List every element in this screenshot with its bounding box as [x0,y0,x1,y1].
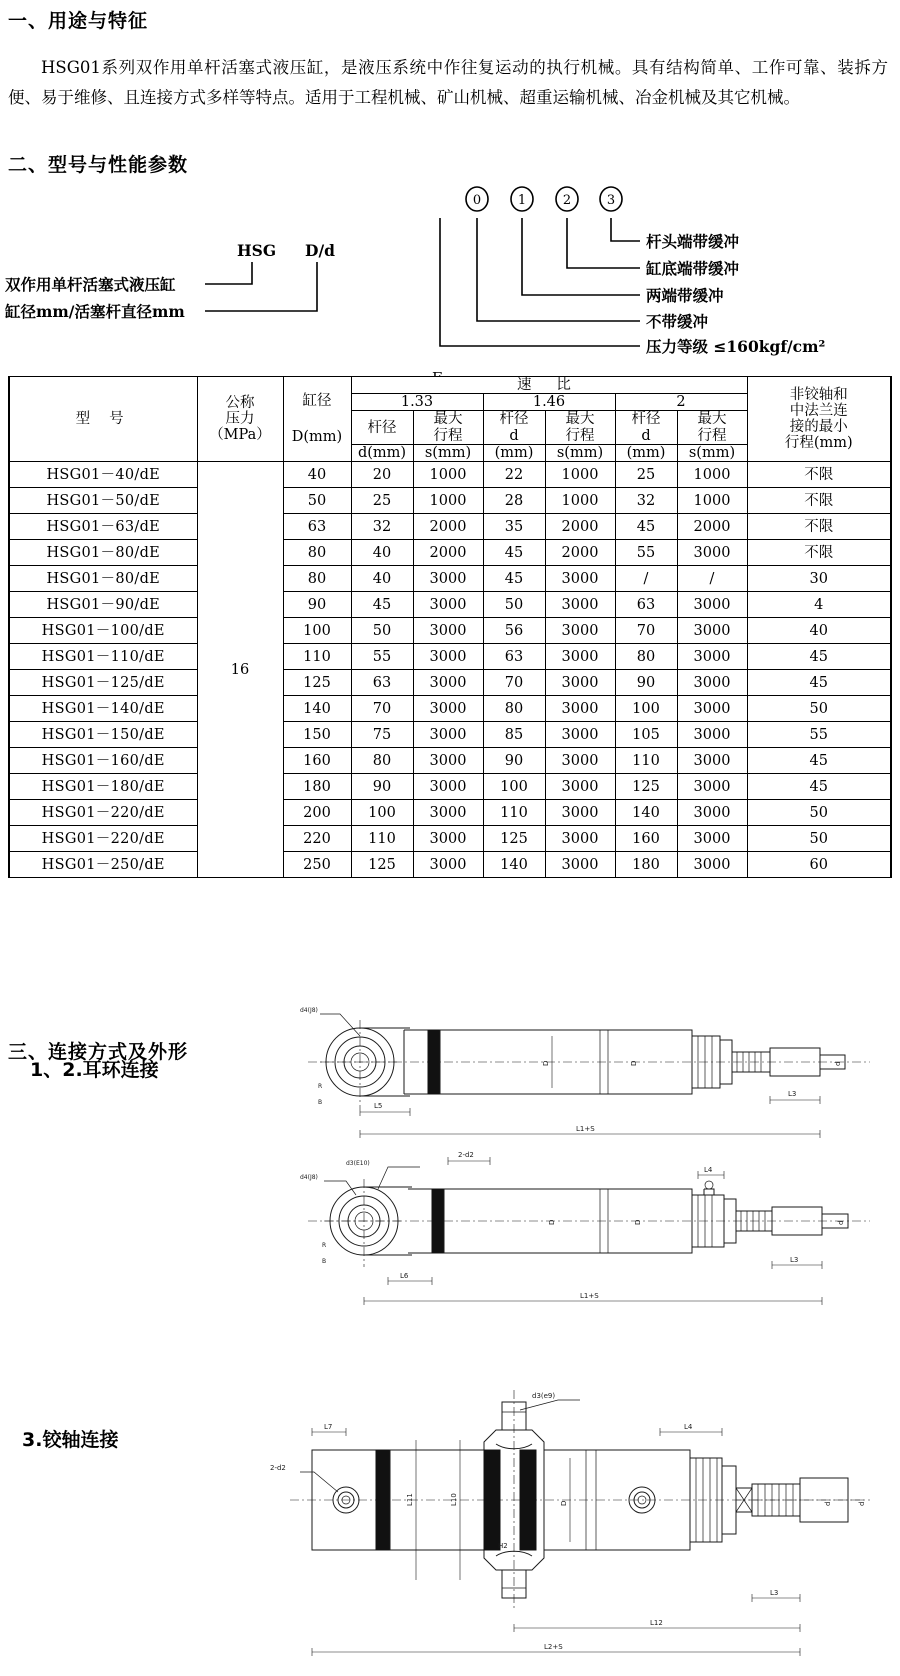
header-max-stroke-133 [413,411,483,444]
cell-bore-D: 250 [283,852,351,878]
header-bore [283,377,351,462]
cell-stroke-s-146: 1000 [545,462,615,488]
cell-bore-D: 150 [283,722,351,748]
cell-stroke-s-146: 3000 [545,722,615,748]
cell-rod-d-2: 110 [615,748,677,774]
model-code-hsg: HSG [237,241,277,260]
table-row [9,748,891,774]
cell-rod-d-146: 35 [483,514,545,540]
model-code-1: 1 [517,193,527,208]
cell-rod-d-133: 45 [351,592,413,618]
cell-stroke-s-146: 3000 [545,852,615,878]
dim-d4-label-1: d4(J8) [300,1007,318,1014]
dim-R-label-2: R [322,1242,327,1249]
cell-model: HSG01－180/dE [9,774,197,800]
cell-stroke-s-146: 3000 [545,566,615,592]
header-max-stroke-146-l1: 最大 [565,411,595,428]
dim-d3e9-label: d3(e9) [532,1392,556,1400]
cell-model: HSG01－220/dE [9,826,197,852]
cell-stroke-s-133: 1000 [413,462,483,488]
header-max-stroke-2 [677,411,747,444]
cell-model: HSG01－125/dE [9,670,197,696]
cell-stroke-s-146: 3000 [545,644,615,670]
cell-rod-d-2: 90 [615,670,677,696]
cell-stroke-s-2: 3000 [677,748,747,774]
cell-rod-d-146: 85 [483,722,545,748]
cell-rod-d-2: 70 [615,618,677,644]
table-row [9,618,891,644]
cell-rod-d-146: 110 [483,800,545,826]
header-rod-dia-146-l1: 杆径 [499,411,529,428]
dim-2d2-label-2: 2-d2 [458,1151,474,1159]
cell-bore-D: 80 [283,540,351,566]
header-ratio-133: 1.33 [351,394,483,411]
cell-stroke-s-2: 3000 [677,670,747,696]
cell-model: HSG01－40/dE [9,462,197,488]
header-min-stroke-l2: 中法兰连 [789,402,848,419]
cell-rod-d-146: 28 [483,488,545,514]
dim-D-label-2b: D [634,1219,642,1225]
header-rod-dia-2-l2: d [641,427,651,444]
cell-stroke-s-2: 3000 [677,592,747,618]
header-max-stroke-146 [545,411,615,444]
cell-model: HSG01－100/dE [9,618,197,644]
cell-rod-d-133: 20 [351,462,413,488]
table-row [9,462,891,488]
cell-min-stroke: 50 [747,826,891,852]
cell-stroke-s-2: 3000 [677,826,747,852]
dim-L3-label-1: L3 [788,1090,797,1098]
header-nominal-pressure-l3: （MPa） [209,427,271,444]
table-row [9,540,891,566]
cell-rod-d-133: 80 [351,748,413,774]
cell-stroke-s-133: 1000 [413,488,483,514]
section-1-heading: 一、用途与特征 [8,10,149,32]
cell-rod-d-146: 100 [483,774,545,800]
cell-min-stroke: 60 [747,852,891,878]
header-nominal-pressure [197,377,283,462]
cell-stroke-s-133: 2000 [413,540,483,566]
cell-stroke-s-146: 3000 [545,696,615,722]
header-min-stroke [747,377,891,462]
model-label-bore-rod-dia: 缸径mm/活塞杆直径mm [5,302,185,321]
cell-bore-D: 160 [283,748,351,774]
dim-D-label-3: D [560,1500,568,1506]
section-1-body-text: HSG01系列双作用单杆活塞式液压缸，是液压系统中作往复运动的执行机械。具有结构简单、工作可靠、装拆方便、易于维修、且连接方式多样等特点。适用于工程机械、矿山机械、超重运输机械、冶金机械及其它机械。 [8,57,888,107]
cell-stroke-s-146: 3000 [545,592,615,618]
dim-d-label-3b: d [858,1501,866,1506]
cell-rod-d-2: 125 [615,774,677,800]
model-label-pressure-grade: 压力等级 ≤160kgf/cm² [646,337,826,356]
cell-rod-d-2: 32 [615,488,677,514]
cell-rod-d-2: 140 [615,800,677,826]
cell-rod-d-146: 125 [483,826,545,852]
cell-stroke-s-2: / [677,566,747,592]
cylinder-drawing-ear-mount-2 [300,1145,890,1319]
cell-rod-d-146: 140 [483,852,545,878]
header-rod-dia-2 [615,411,677,444]
model-code-2: 2 [562,193,572,208]
cell-stroke-s-133: 3000 [413,696,483,722]
cell-bore-D: 40 [283,462,351,488]
cell-stroke-s-133: 3000 [413,800,483,826]
header-unit-rod-2: (mm) [615,444,677,461]
dim-D-label-1b: D [630,1060,638,1066]
cell-rod-d-2: 160 [615,826,677,852]
cell-rod-d-146: 63 [483,644,545,670]
cell-rod-d-133: 70 [351,696,413,722]
cell-bore-D: 50 [283,488,351,514]
cell-rod-d-133: 40 [351,540,413,566]
cell-min-stroke: 不限 [747,514,891,540]
cell-stroke-s-2: 2000 [677,514,747,540]
model-label-no-cushion: 不带缓冲 [646,312,709,331]
cell-stroke-s-146: 2000 [545,540,615,566]
cell-stroke-s-146: 3000 [545,800,615,826]
cell-stroke-s-133: 3000 [413,826,483,852]
header-speed-ratio-group: 速 比 [351,377,747,394]
cell-rod-d-2: 25 [615,462,677,488]
dim-R-label-1: R [318,1083,323,1090]
cell-rod-d-133: 32 [351,514,413,540]
section-2-heading: 二、型号与性能参数 [8,154,189,176]
cell-min-stroke: 50 [747,800,891,826]
header-max-stroke-133-l1: 最大 [433,411,463,428]
cell-rod-d-133: 55 [351,644,413,670]
cell-bore-D: 220 [283,826,351,852]
cell-stroke-s-133: 3000 [413,852,483,878]
cell-stroke-s-2: 3000 [677,618,747,644]
cell-rod-d-133: 50 [351,618,413,644]
cell-min-stroke: 45 [747,670,891,696]
cell-stroke-s-133: 3000 [413,644,483,670]
cell-stroke-s-2: 3000 [677,722,747,748]
cell-min-stroke: 4 [747,592,891,618]
header-bore-l2: D(mm) [291,429,343,446]
table-row [9,696,891,722]
cell-rod-d-146: 45 [483,540,545,566]
cell-model: HSG01－160/dE [9,748,197,774]
cell-bore-D: 200 [283,800,351,826]
cell-stroke-s-2: 1000 [677,488,747,514]
cell-stroke-s-133: 3000 [413,722,483,748]
cell-model: HSG01－250/dE [9,852,197,878]
cell-rod-d-2: 45 [615,514,677,540]
cell-stroke-s-146: 3000 [545,618,615,644]
dim-L12-label: L12 [650,1619,663,1627]
cell-nominal-pressure: 16 [197,462,283,878]
header-rod-dia-2-l1: 杆径 [631,411,661,428]
dim-L2S-label: L2+S [544,1643,563,1651]
cell-bore-D: 63 [283,514,351,540]
cell-bore-D: 100 [283,618,351,644]
dim-d3e10-label: d3(E10) [346,1160,370,1167]
cell-min-stroke: 50 [747,696,891,722]
cell-model: HSG01－110/dE [9,644,197,670]
cell-stroke-s-146: 3000 [545,748,615,774]
header-unit-stroke-133: s(mm) [413,444,483,461]
table-row [9,592,891,618]
header-rod-dia-133-l1: 杆径 [367,419,397,436]
cell-model: HSG01－50/dE [9,488,197,514]
cell-stroke-s-2: 3000 [677,696,747,722]
cell-stroke-s-2: 3000 [677,540,747,566]
dim-d-label-2: d [837,1220,845,1225]
table-header [9,377,891,462]
dim-L4-label-3: L4 [684,1423,693,1431]
cell-model: HSG01－80/dE [9,566,197,592]
cell-model: HSG01－150/dE [9,722,197,748]
header-nominal-pressure-l1: 公称 [225,394,255,411]
cell-stroke-s-2: 1000 [677,462,747,488]
model-code-dd: D/d [305,241,335,260]
cell-rod-d-2: 55 [615,540,677,566]
cell-min-stroke: 不限 [747,540,891,566]
dim-L10-label: L10 [450,1493,458,1506]
cell-rod-d-133: 63 [351,670,413,696]
header-ratio-146: 1.46 [483,394,615,411]
dim-B-label-2: B [322,1258,327,1265]
header-min-stroke-l4: 行程(mm) [784,435,853,452]
cell-rod-d-146: 45 [483,566,545,592]
cell-rod-d-146: 50 [483,592,545,618]
dim-d-label-3: d [824,1501,832,1506]
cell-min-stroke: 55 [747,722,891,748]
cell-min-stroke: 30 [747,566,891,592]
cell-stroke-s-133: 3000 [413,774,483,800]
cell-rod-d-2: 100 [615,696,677,722]
header-unit-rod-146: (mm) [483,444,545,461]
cell-rod-d-133: 110 [351,826,413,852]
dim-L4-label-2: L4 [704,1166,713,1174]
drawing-label-pin-mount: 3.铰轴连接 [22,1429,119,1451]
cell-stroke-s-133: 3000 [413,566,483,592]
cell-bore-D: 125 [283,670,351,696]
drawing-label-ear-mount: 1、2.耳环连接 [30,1059,159,1081]
cell-stroke-s-133: 3000 [413,592,483,618]
cell-rod-d-146: 70 [483,670,545,696]
dim-L7-label: L7 [324,1423,333,1431]
table-row [9,852,891,878]
cell-model: HSG01－63/dE [9,514,197,540]
cell-rod-d-133: 25 [351,488,413,514]
dim-L5-label: L5 [374,1102,383,1110]
cell-stroke-s-146: 1000 [545,488,615,514]
cell-rod-d-2: 105 [615,722,677,748]
dim-H2-label: H2 [498,1542,508,1550]
cell-rod-d-133: 125 [351,852,413,878]
cell-min-stroke: 45 [747,644,891,670]
cell-rod-d-133: 100 [351,800,413,826]
header-max-stroke-133-l2: 行程 [433,427,463,444]
header-rod-dia-146 [483,411,545,444]
header-max-stroke-2-l1: 最大 [697,411,727,428]
dim-L11-label: L11 [406,1493,414,1506]
header-min-stroke-l3: 接的最小 [789,419,848,436]
cell-model: HSG01－140/dE [9,696,197,722]
cell-stroke-s-133: 3000 [413,748,483,774]
dim-L1S-label-2: L1+S [580,1292,599,1300]
table-row [9,774,891,800]
header-unit-stroke-146: s(mm) [545,444,615,461]
header-nominal-pressure-l2: 压力 [225,410,255,427]
table-row [9,514,891,540]
model-code-3: 3 [606,193,616,208]
cell-rod-d-133: 75 [351,722,413,748]
cell-min-stroke: 不限 [747,462,891,488]
cell-stroke-s-146: 3000 [545,774,615,800]
model-label-cylinder-type: 双作用单杆活塞式液压缸 [5,275,176,294]
cylinder-drawing-pin-mount [270,1340,890,1674]
cell-rod-d-146: 90 [483,748,545,774]
cell-rod-d-133: 40 [351,566,413,592]
cell-min-stroke: 45 [747,748,891,774]
header-max-stroke-146-l2: 行程 [565,427,595,444]
header-unit-stroke-2: s(mm) [677,444,747,461]
cell-rod-d-2: 80 [615,644,677,670]
header-bore-l1: 缸径 [302,392,332,409]
dim-d4-label-2: d4(J8) [300,1174,318,1181]
dim-L3-label-2: L3 [790,1256,799,1264]
dim-d-label-1: d [834,1061,842,1066]
dim-B-label-1: B [318,1099,323,1106]
cell-min-stroke: 40 [747,618,891,644]
cell-stroke-s-146: 3000 [545,670,615,696]
table-row [9,566,891,592]
cell-stroke-s-146: 2000 [545,514,615,540]
header-max-stroke-2-l2: 行程 [697,427,727,444]
cell-bore-D: 140 [283,696,351,722]
cell-stroke-s-133: 3000 [413,670,483,696]
dim-2d2-label-3: 2-d2 [270,1464,286,1472]
cell-bore-D: 180 [283,774,351,800]
table-row [9,670,891,696]
cell-stroke-s-146: 3000 [545,826,615,852]
table-body [9,462,891,878]
cell-min-stroke: 45 [747,774,891,800]
cell-stroke-s-2: 3000 [677,852,747,878]
cell-min-stroke: 不限 [747,488,891,514]
header-ratio-2: 2 [615,394,747,411]
dim-D-label-2: D [548,1219,556,1225]
cell-rod-d-2: 63 [615,592,677,618]
dim-L6-label: L6 [400,1272,409,1280]
cell-rod-d-146: 80 [483,696,545,722]
cell-stroke-s-133: 2000 [413,514,483,540]
cylinder-drawing-ear-mount-1 [300,1000,890,1149]
model-label-rod-end-cushion: 杆头端带缓冲 [646,232,740,251]
model-designation-diagram [0,178,900,358]
cell-rod-d-146: 56 [483,618,545,644]
dim-D-label-1: D [542,1060,550,1066]
cell-stroke-s-133: 3000 [413,618,483,644]
header-model: 型 号 [9,377,197,462]
cell-model: HSG01－80/dE [9,540,197,566]
cell-model: HSG01－220/dE [9,800,197,826]
cell-stroke-s-2: 3000 [677,800,747,826]
header-rod-dia-133 [351,411,413,444]
cell-rod-d-133: 90 [351,774,413,800]
section-3-heading: 三、连接方式及外形 [8,1041,189,1063]
header-rod-dia-146-l2: d [509,427,519,444]
table-row [9,826,891,852]
header-min-stroke-l1: 非铰轴和 [789,386,848,403]
cell-stroke-s-2: 3000 [677,774,747,800]
cell-bore-D: 80 [283,566,351,592]
cell-stroke-s-2: 3000 [677,644,747,670]
model-code-0: 0 [472,193,482,208]
cell-rod-d-146: 22 [483,462,545,488]
specification-table [8,376,892,878]
cell-rod-d-2: / [615,566,677,592]
model-label-cap-end-cushion: 缸底端带缓冲 [646,259,740,278]
dim-L3-label-3: L3 [770,1589,779,1597]
table-row [9,722,891,748]
table-row [9,488,891,514]
model-label-both-end-cushion: 两端带缓冲 [646,286,724,305]
table-row [9,644,891,670]
dim-L1S-label-1: L1+S [576,1125,595,1133]
table-row [9,800,891,826]
cell-rod-d-2: 180 [615,852,677,878]
cell-bore-D: 110 [283,644,351,670]
header-unit-rod-133: d(mm) [351,444,413,461]
cell-model: HSG01－90/dE [9,592,197,618]
cell-bore-D: 90 [283,592,351,618]
